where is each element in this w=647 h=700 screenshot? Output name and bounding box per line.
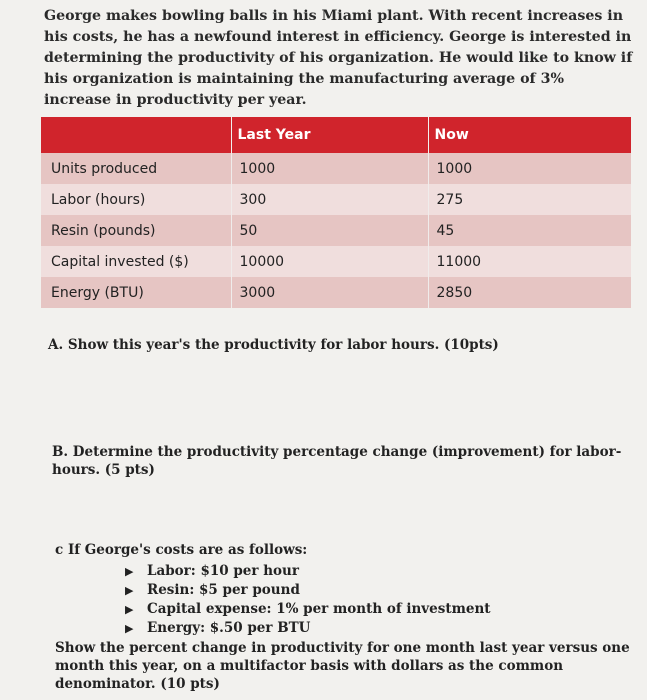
- list-item: ▶ Resin: $5 per pound: [125, 582, 300, 598]
- table-row: [41, 277, 631, 308]
- now-value: 11000: [428, 246, 631, 277]
- question-a: A. Show this year's the productivity for labor hours. (10pts): [48, 337, 499, 353]
- row-label: Labor (hours): [41, 184, 231, 215]
- question-c-marker: c: [55, 542, 64, 558]
- question-b: B. Determine the productivity percentage change (improvement) for labor-hours. (5 pts): [52, 444, 622, 478]
- now-value: 1000: [428, 153, 631, 184]
- last-year-value: 10000: [231, 246, 428, 277]
- now-value: 275: [428, 184, 631, 215]
- now-value: 45: [428, 215, 631, 246]
- question-c-footer: Show the percent change in productivity for one month last year versus one month this year, on a multifactor basis with dollars as the common denominator. (10 pts): [55, 640, 630, 692]
- question-c-title: [55, 542, 630, 562]
- cost-list: [125, 562, 647, 638]
- table-row: [41, 246, 631, 277]
- table-header-row: [41, 117, 631, 153]
- last-year-value: 3000: [231, 277, 428, 308]
- table-row: [41, 215, 631, 246]
- last-year-value: 50: [231, 215, 428, 246]
- arrow-bullet-icon: ▶: [125, 565, 134, 578]
- row-label: Capital invested ($): [41, 246, 231, 277]
- list-item: ▶ Energy: $.50 per BTU: [125, 620, 311, 636]
- now-value: 2850: [428, 277, 631, 308]
- last-year-value: 300: [231, 184, 428, 215]
- row-label: Energy (BTU): [41, 277, 231, 308]
- productivity-table: [41, 117, 631, 315]
- table-row: [41, 153, 631, 184]
- arrow-bullet-icon: ▶: [125, 603, 134, 616]
- row-label: Resin (pounds): [41, 215, 231, 246]
- table-row: [41, 184, 631, 215]
- arrow-bullet-icon: ▶: [125, 584, 134, 597]
- row-label: Units produced: [41, 153, 231, 184]
- list-item: ▶ Labor: $10 per hour: [125, 563, 299, 579]
- header-now: Now: [428, 117, 631, 153]
- list-item: ▶ Capital expense: 1% per month of investment: [125, 601, 491, 617]
- problem-intro: George makes bowling balls in his Miami plant. With recent increases in his costs, he has a newfound interest in efficiency. George is interested in determining the productivity of his organization. He would like to know if his organization is maintaining the manufacturing average of 3% increase in productivity per year.: [44, 8, 633, 108]
- last-year-value: 1000: [231, 153, 428, 184]
- header-last-year: Last Year: [231, 117, 428, 153]
- arrow-bullet-icon: ▶: [125, 622, 134, 635]
- question-c: [55, 542, 630, 693]
- header-blank: [41, 117, 231, 153]
- question-c-title-text: If George's costs are as follows:: [67, 542, 308, 558]
